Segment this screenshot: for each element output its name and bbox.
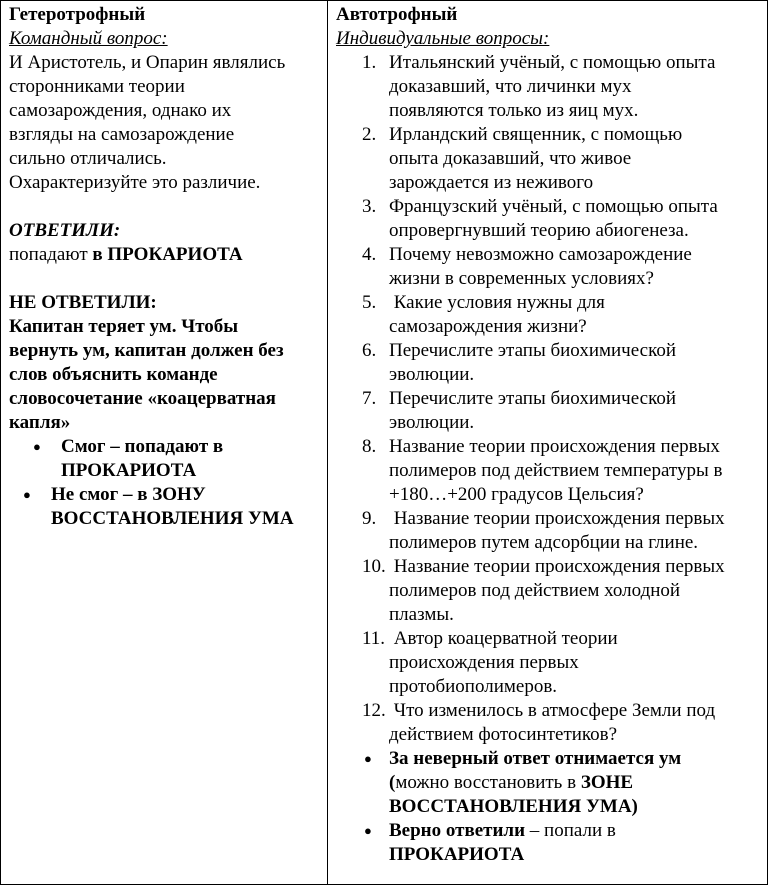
question-line: появляются только из яиц мух. (389, 100, 639, 121)
answered-destination: в ПРОКАРИОТА (92, 244, 243, 265)
individual-questions-list (336, 51, 763, 747)
penalty-line: капля» (9, 412, 71, 433)
team-question-line: сильно отличались. (9, 148, 167, 169)
question-line: действием фотосинтетиков? (389, 724, 618, 745)
question-line: Итальянский учёный, с помощью опыта (389, 52, 716, 73)
question-item (336, 507, 763, 555)
question-line: Название теории происхождения первых (389, 556, 725, 577)
question-line: Почему невозможно самозарождение (389, 244, 692, 265)
question-number: 2. (362, 124, 377, 145)
penalty-outcomes (9, 435, 323, 531)
rule-line (389, 819, 763, 843)
question-line: Название теории происхождения первых (389, 508, 725, 529)
question-number: 10. (362, 556, 386, 577)
question-number: 3. (362, 196, 377, 217)
question-item (336, 51, 763, 123)
bullet-icon: ● (364, 823, 372, 838)
rule-correct-answer (336, 819, 763, 867)
penalty-line: вернуть ум, капитан должен без (9, 340, 284, 361)
question-item (336, 699, 763, 747)
answered-label: ОТВЕТИЛИ: (9, 220, 121, 241)
answered-text: попадают (9, 244, 93, 265)
team-question-line: Охарактеризуйте это различие. (9, 172, 261, 193)
question-line: доказавший, что личинки мух (389, 76, 632, 97)
outcome-line: Не смог – в ЗОНУ (51, 484, 206, 505)
heterotroph-cell (1, 1, 328, 884)
question-line: Ирландский священник, с помощью (389, 124, 683, 145)
question-line: Перечислите этапы биохимической (389, 340, 677, 361)
outcome-line: ВОССТАНОВЛЕНИЯ УМА (51, 508, 294, 529)
team-question-label: Командный вопрос: (9, 28, 168, 49)
question-line: происхождения первых (389, 652, 579, 673)
question-item (336, 627, 763, 699)
bullet-icon: ● (33, 439, 41, 454)
team-question-line: сторонниками теории (9, 76, 185, 97)
rule-line: ВОССТАНОВЛЕНИЯ УМА) (389, 796, 638, 817)
bullet-icon: ● (23, 487, 31, 502)
question-item (336, 195, 763, 243)
question-item (336, 243, 763, 291)
question-number: 12. (362, 700, 386, 721)
question-line: эволюции. (389, 412, 475, 433)
bullet-icon: ● (364, 751, 372, 766)
rule-wrong-answer (336, 747, 763, 819)
question-line: опровергнувший теорию абиогенеза. (389, 220, 689, 241)
team-question-line: самозарождения, однако их (9, 100, 232, 121)
question-line: Какие условия нужны для (389, 292, 605, 313)
question-line: самозарождения жизни? (389, 316, 587, 337)
question-line: Французский учёный, с помощью опыта (389, 196, 718, 217)
question-line: протобиополимеров. (389, 676, 558, 697)
question-line: Что изменилось в атмосфере Земли под (389, 700, 716, 721)
team-question-line: взгляды на самозарождение (9, 124, 235, 145)
not-answered-label: НЕ ОТВЕТИЛИ: (9, 292, 157, 313)
question-line: эволюции. (389, 364, 475, 385)
rule-text: – попали в (525, 820, 616, 841)
zone-text: ЗОНЕ (580, 772, 634, 793)
outcome-success (9, 435, 323, 483)
rule-text: можно восстановить в (395, 772, 581, 793)
question-line: полимеров путем адсорбции на глине. (389, 532, 699, 553)
outcome-line: Смог – попадают в (61, 436, 224, 457)
question-line: полимеров под действием холодной (389, 580, 681, 601)
rule-line: ПРОКАРИОТА (389, 844, 525, 865)
penalty-line: Капитан теряет ум. Чтобы (9, 316, 239, 337)
rules-list (336, 747, 763, 867)
question-line: Название теории происхождения первых (389, 436, 720, 457)
autotroph-cell (328, 1, 767, 884)
rule-line (389, 771, 763, 795)
correct-label: Верно ответили (389, 820, 526, 841)
question-number: 9. (362, 508, 377, 529)
question-line: Автор коацерватной теории (389, 628, 618, 649)
question-line: жизни в современных условиях? (389, 268, 654, 289)
penalty-line: словосочетание «коацерватная (9, 388, 276, 409)
question-number: 11. (362, 628, 386, 649)
penalty-line: слов объяснить команде (9, 364, 218, 385)
autotroph-title: Автотрофный (336, 4, 458, 25)
question-number: 7. (362, 388, 377, 409)
question-number: 6. (362, 340, 377, 361)
question-item (336, 339, 763, 387)
heterotroph-title: Гетеротрофный (9, 4, 146, 25)
question-number: 5. (362, 292, 377, 313)
question-number: 1. (362, 52, 377, 73)
answered-result (9, 243, 323, 267)
rule-line: За неверный ответ отнимается ум (389, 748, 682, 769)
question-line: плазмы. (389, 604, 454, 625)
question-line: Перечислите этапы биохимической (389, 388, 677, 409)
question-item (336, 387, 763, 435)
question-line: опыта доказавший, что живое (389, 148, 632, 169)
question-item (336, 291, 763, 339)
paren: ( (389, 772, 396, 793)
question-number: 4. (362, 244, 377, 265)
question-line: зарождается из неживого (389, 172, 594, 193)
question-line: +180…+200 градусов Цельсия? (389, 484, 644, 505)
question-line: полимеров под действием температуры в (389, 460, 723, 481)
question-number: 8. (362, 436, 377, 457)
question-item (336, 435, 763, 507)
individual-questions-label: Индивидуальные вопросы: (336, 28, 550, 49)
outcome-line: ПРОКАРИОТА (61, 460, 197, 481)
team-question-line: И Аристотель, и Опарин являлись (9, 52, 286, 73)
outcome-fail (9, 483, 323, 531)
question-item (336, 555, 763, 627)
question-item (336, 123, 763, 195)
